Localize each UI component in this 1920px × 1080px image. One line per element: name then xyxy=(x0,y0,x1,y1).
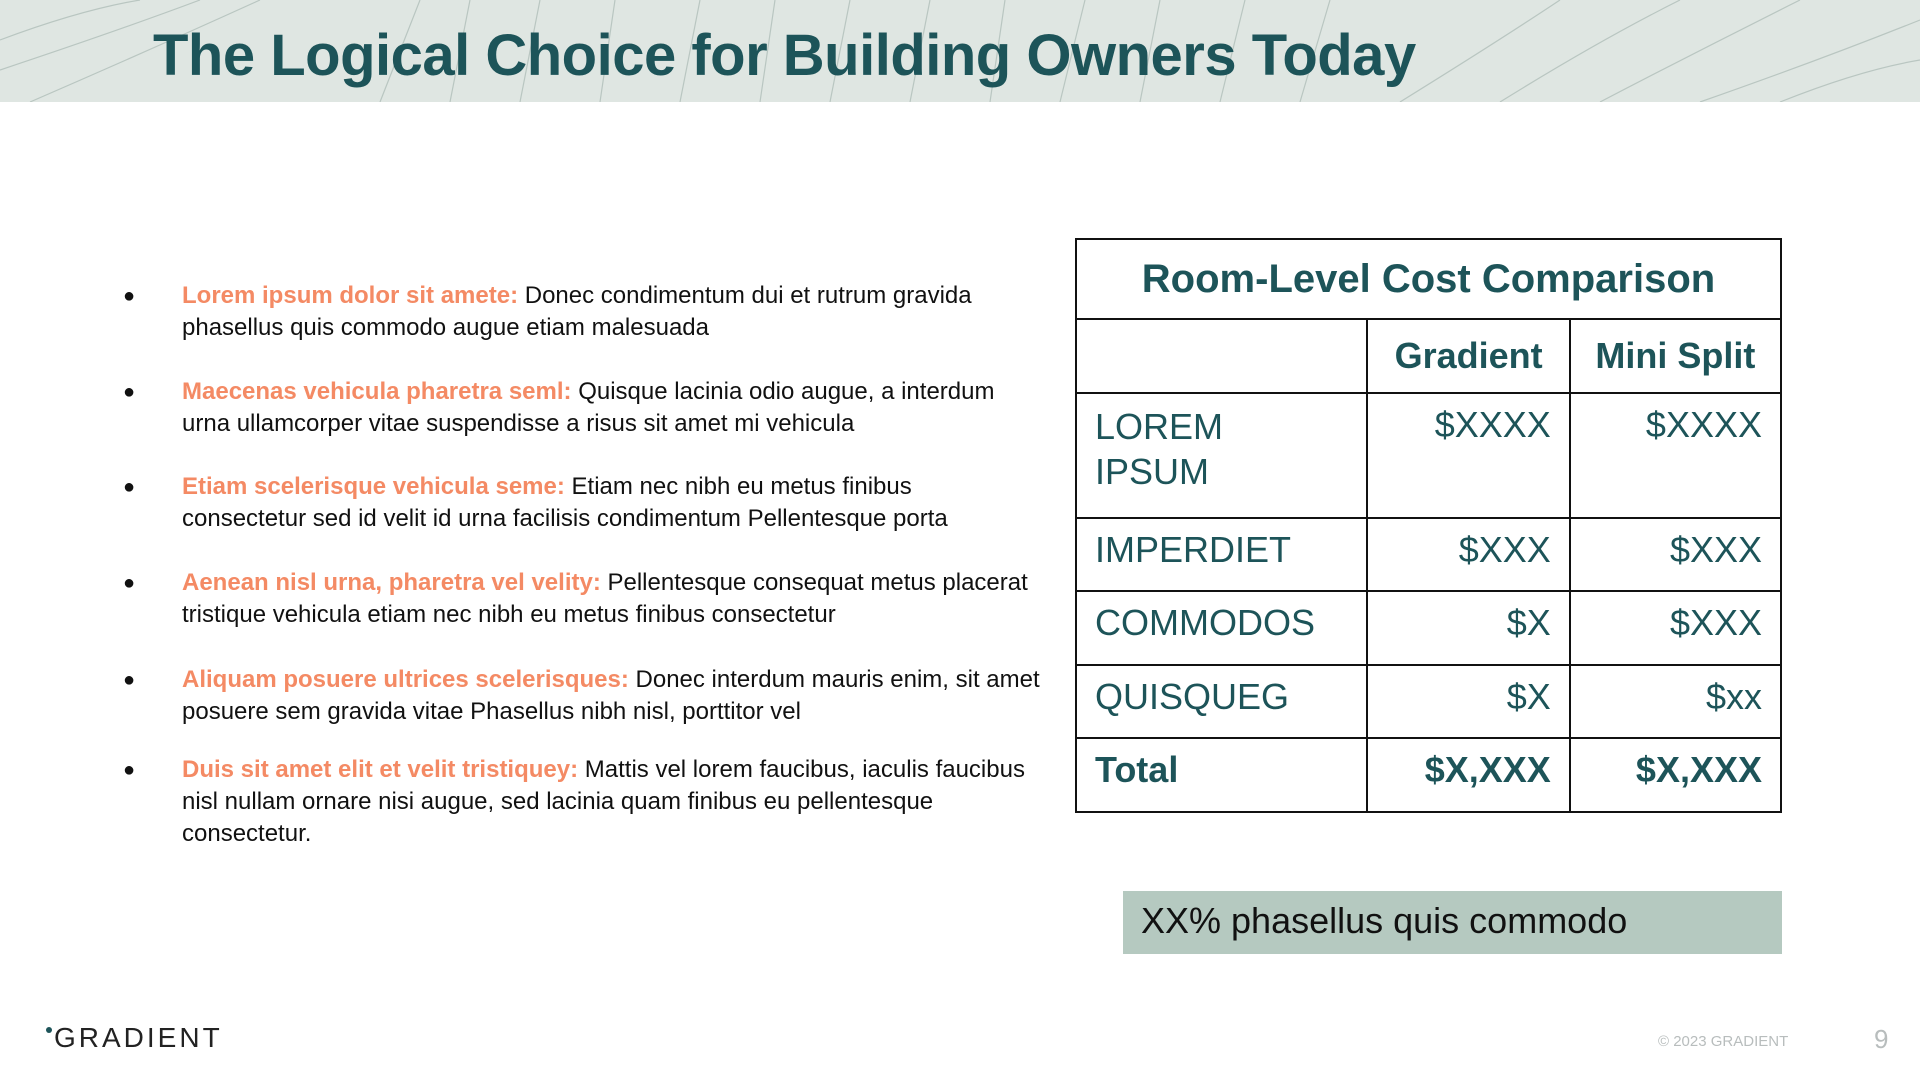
list-item xyxy=(120,664,1040,728)
callout-box: XX% phasellus quis commodo xyxy=(1123,891,1782,954)
bullet-icon: ● xyxy=(123,669,136,691)
bullet-text: Etiam nec nibh eu metus finibus consectetur sed id velit id urna facilisis condimentum Pellentesque porta xyxy=(182,473,948,532)
bullet-text: Donec condimentum dui et rutrum gravida phasellus quis commodo augue etiam malesuada xyxy=(182,282,972,341)
column-header-gradient: Gradient xyxy=(1367,319,1569,393)
gradient-cost: $X xyxy=(1367,591,1569,665)
total-label: Total xyxy=(1076,738,1367,812)
table-row xyxy=(1076,591,1781,665)
mini-split-cost: $XXX xyxy=(1570,591,1781,665)
bullet-text: Pellentesque consequat metus placerat tristique vehicula etiam nec nibh eu metus finibus consectetur xyxy=(182,569,1028,628)
table-row xyxy=(1076,665,1781,738)
page-number: 9 xyxy=(1874,1024,1889,1054)
bullet-lead: Aliquam posuere ultrices scelerisques: xyxy=(182,666,629,693)
row-label: COMMODOS xyxy=(1076,591,1367,665)
column-header-empty xyxy=(1076,319,1367,393)
logo-dot-icon xyxy=(46,1027,52,1033)
list-item xyxy=(120,280,1040,344)
row-label: QUISQUEG xyxy=(1076,665,1367,738)
list-item xyxy=(120,567,1040,631)
total-row xyxy=(1076,738,1781,812)
mini-split-cost: $XXXX xyxy=(1570,393,1781,518)
bullet-lead: Lorem ipsum dolor sit amete: xyxy=(182,282,519,309)
gradient-total: $X,XXX xyxy=(1367,738,1569,812)
gradient-cost: $X xyxy=(1367,665,1569,738)
copyright: © 2023 GRADIENT xyxy=(1658,1033,1789,1050)
gradient-cost: $XXX xyxy=(1367,518,1569,591)
bullet-text: Quisque lacinia odio augue, a interdum urna ullamcorper vitae suspendisse a risus sit amet mi vehicula xyxy=(182,378,995,437)
gradient-cost: $XXXX xyxy=(1367,393,1569,518)
row-label: LOREM IPSUM xyxy=(1076,393,1367,518)
list-item xyxy=(120,376,1040,440)
table-row xyxy=(1076,518,1781,591)
bullet-lead: Aenean nisl urna, pharetra vel velity: xyxy=(182,569,601,596)
cost-comparison-table xyxy=(1075,238,1782,813)
header-band xyxy=(0,0,1920,102)
bullet-lead: Duis sit amet elit et velit tristiquey: xyxy=(182,756,579,783)
table-header-row xyxy=(1076,319,1781,393)
bullet-lead: Maecenas vehicula pharetra seml: xyxy=(182,378,572,405)
table-title: Room-Level Cost Comparison xyxy=(1076,239,1781,319)
mini-split-total: $X,XXX xyxy=(1570,738,1781,812)
page-title: The Logical Choice for Building Owners Today xyxy=(153,23,1416,88)
bullet-icon: ● xyxy=(123,285,136,307)
bullet-lead: Etiam scelerisque vehicula seme: xyxy=(182,473,565,500)
mini-split-cost: $xx xyxy=(1570,665,1781,738)
bullet-icon: ● xyxy=(123,759,136,781)
gradient-logo: GRADIENT xyxy=(46,1022,223,1054)
bullet-icon: ● xyxy=(123,572,136,594)
bullet-icon: ● xyxy=(123,476,136,498)
bullet-text: Donec interdum mauris enim, sit amet posuere sem gravida vitae Phasellus nibh nisl, porttitor vel xyxy=(182,666,1040,725)
mini-split-cost: $XXX xyxy=(1570,518,1781,591)
column-header-mini-split: Mini Split xyxy=(1570,319,1781,393)
row-label: IMPERDIET xyxy=(1076,518,1367,591)
list-item xyxy=(120,471,1040,535)
bullet-icon: ● xyxy=(123,381,136,403)
table-row xyxy=(1076,393,1781,518)
bullet-text: Mattis vel lorem faucibus, iaculis faucibus nisl nullam ornare nisi augue, sed lacinia quam finibus eu pellentesque consectetur. xyxy=(182,756,1025,847)
list-item xyxy=(120,754,1040,850)
